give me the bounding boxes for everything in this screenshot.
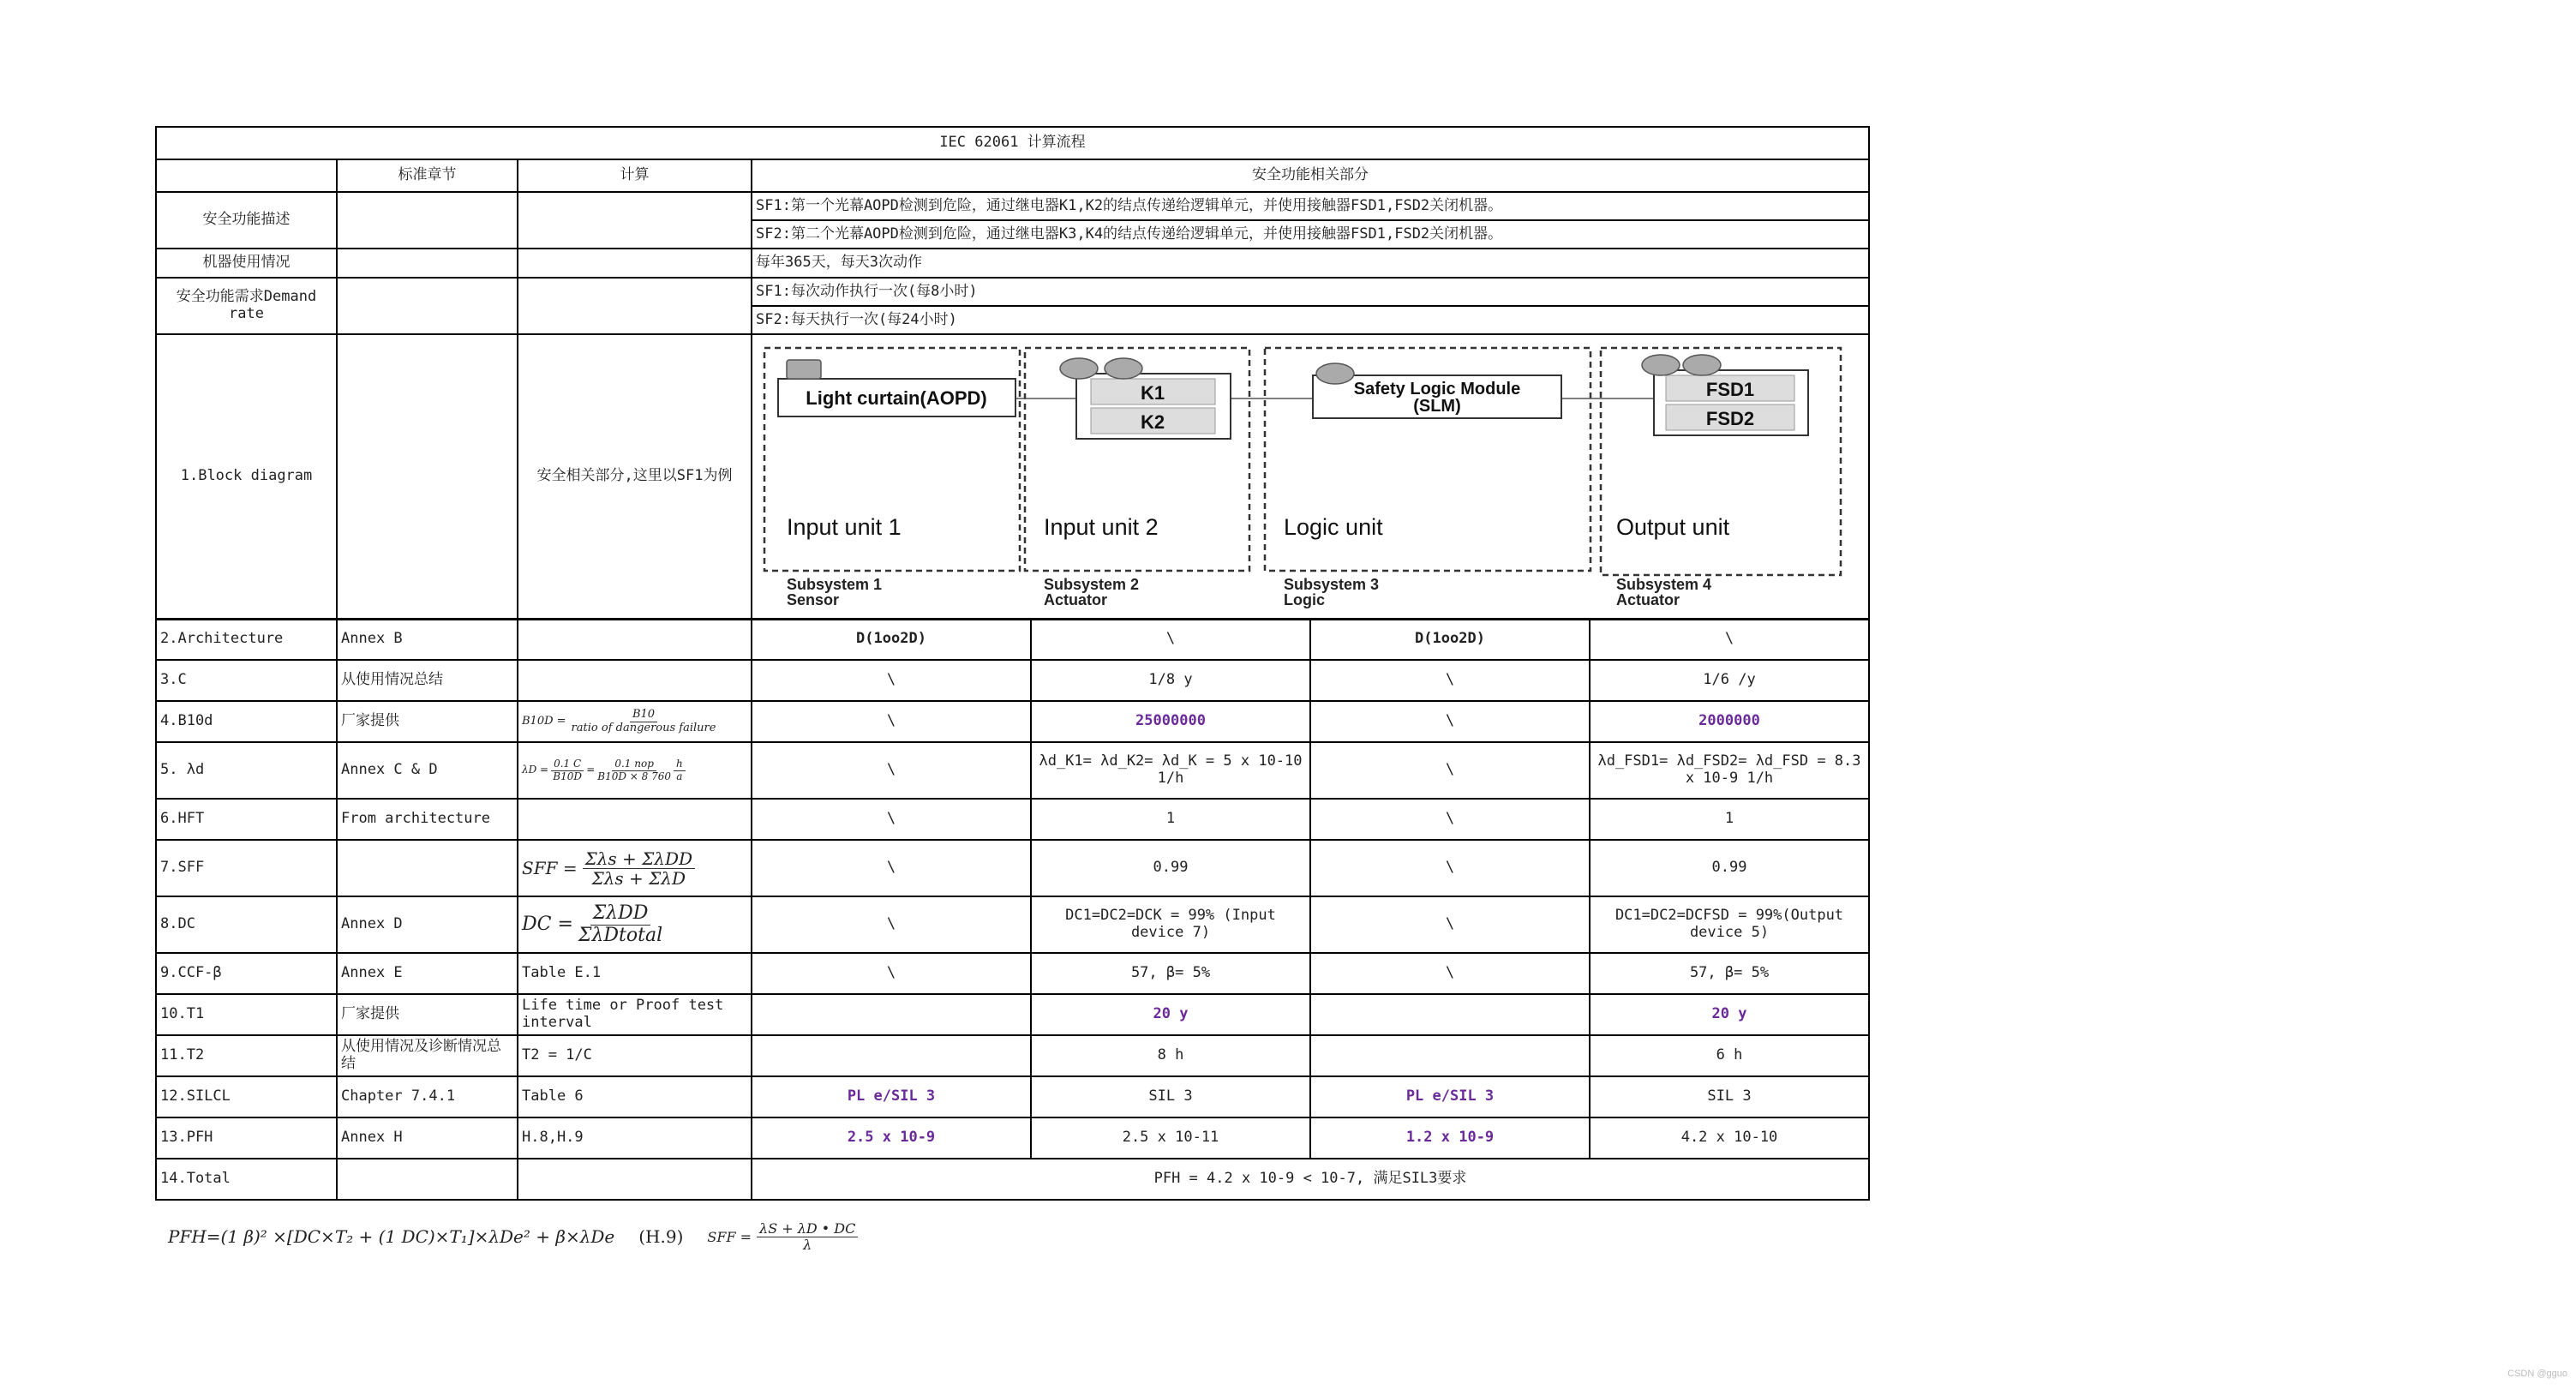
unit-label-2: Input unit 2 [1044,513,1159,540]
b10d-v4: 2000000 [1590,701,1869,742]
watermark: CSDN @gguo [2507,1369,2567,1379]
dc-v4: DC1=DC2=DCFSD = 99%(Output device 5) [1590,896,1869,953]
footer-formulas [168,1221,1153,1264]
demand-sf2: SF2:每天执行一次(每24小时) [752,306,1869,334]
pfh-calc: H.8,H.9 [518,1117,752,1159]
slm-icon [1316,363,1354,384]
row-label-t2: 11.T2 [156,1035,337,1076]
ccf-section: Annex E [337,953,518,994]
pfh-v1: 2.5 x 10-9 [752,1117,1031,1159]
footer-sff-num: λS + λD • DC [757,1221,858,1237]
empty-cell [518,619,752,660]
silcl-v3: PL e/SIL 3 [1310,1076,1590,1117]
empty-cell [518,799,752,840]
sff-lhs: SFF = [522,857,578,878]
subsystem-role-2: Actuator [1044,590,1108,608]
silcl-section: Chapter 7.4.1 [337,1076,518,1117]
b10d-v2: 25000000 [1031,701,1310,742]
c-v4: 1/6 /y [1590,660,1869,701]
dc-lhs: DC = [522,914,573,936]
pfh-v4: 4.2 x 10-10 [1590,1117,1869,1159]
subsystem-role-1: Sensor [787,590,840,608]
row-label-t1: 10.T1 [156,994,337,1035]
row-label-hft: 6.HFT [156,799,337,840]
t1-v4: 20 y [1590,994,1869,1035]
b10d-formula-num: B10 [630,709,657,722]
t2-section: 从使用情况及诊断情况总结 [337,1035,518,1076]
block-calc: 安全相关部分,这里以SF1为例 [518,334,752,619]
header-safety-part: 安全功能相关部分 [752,159,1869,192]
pfh-v3: 1.2 x 10-9 [1310,1117,1590,1159]
table-title: IEC 62061 计算流程 [156,127,1869,159]
ld-den1: B10D [553,770,583,782]
row-label-b10d: 4.B10d [156,701,337,742]
row-label-architecture: 2.Architecture [156,619,337,660]
block-diagram-svg [752,336,1869,617]
subsystem-label-1: Subsystem 1 [787,575,883,593]
row-label-demand: 安全功能需求Demand rate [156,278,337,334]
unit-label-4: Output unit [1616,513,1730,540]
iec62061-calc-table [155,126,1870,1201]
dc-den: ΣλDtotal [578,924,663,946]
dc-v1: \ [752,896,1031,953]
hft-section: From architecture [337,799,518,840]
header-calc: 计算 [518,159,752,192]
sff-den: Σλs + ΣλD [591,867,686,889]
row-label-usage: 机器使用情况 [156,249,337,278]
empty-cell [337,1159,518,1200]
silcl-v4: SIL 3 [1590,1076,1869,1117]
subsystem-label-2: Subsystem 2 [1044,575,1140,593]
lambda-d-section: Annex C & D [337,742,518,799]
dc-formula [518,896,752,953]
unit-label-3: Logic unit [1284,513,1383,540]
ccf-v4: 57, β= 5% [1590,953,1869,994]
architecture-section: Annex B [337,619,518,660]
row-label-dc: 8.DC [156,896,337,953]
row-label-c: 3.C [156,660,337,701]
hft-v4: 1 [1590,799,1869,840]
footer-sff-den: λ [803,1236,812,1253]
ld-unit-den: a [676,770,683,782]
b10d-formula-lhs: B10D = [522,714,566,728]
c-v2: 1/8 y [1031,660,1310,701]
empty-cell [337,249,518,278]
ccf-v1: \ [752,953,1031,994]
lambda-d-v1: \ [752,742,1031,799]
t2-v4: 6 h [1590,1035,1869,1076]
hft-v2: 1 [1031,799,1310,840]
demand-sf1: SF1:每次动作执行一次(每8小时) [752,278,1869,306]
lambda-d-v2: λd_K1= λd_K2= λd_K = 5 x 10-10 1/h [1031,742,1310,799]
sff-v4: 0.99 [1590,840,1869,896]
t2-calc: T2 = 1/C [518,1035,752,1076]
subsystem-role-3: Logic [1284,590,1325,608]
sff-v1: \ [752,840,1031,896]
architecture-v4: \ [1590,619,1869,660]
desc-sf2: SF2:第二个光幕AOPD检测到危险，通过继电器K3,K4的结点传递给逻辑单元，并使用接触器FSD1,FSD2关闭机器。 [752,220,1869,249]
empty-cell [518,249,752,278]
fsd1-label: FSD1 [1705,378,1755,400]
empty-cell [518,660,752,701]
ccf-v3: \ [1310,953,1590,994]
lambda-d-formula [518,742,752,799]
row-label-sff: 7.SFF [156,840,337,896]
pfh-v2: 2.5 x 10-11 [1031,1117,1310,1159]
silcl-v1: PL e/SIL 3 [752,1076,1031,1117]
row-label-desc: 安全功能描述 [156,192,337,249]
header-section: 标准章节 [337,159,518,192]
dc-v3: \ [1310,896,1590,953]
sff-v3: \ [1310,840,1590,896]
hft-v1: \ [752,799,1031,840]
silcl-v2: SIL 3 [1031,1076,1310,1117]
desc-sf1: SF1:第一个光幕AOPD检测到危险，通过继电器K1,K2的结点传递给逻辑单元，并使用接触器FSD1,FSD2关闭机器。 [752,192,1869,220]
header-blank [156,159,337,192]
fsd2-label: FSD2 [1705,407,1755,429]
b10d-v1: \ [752,701,1031,742]
row-label-ccf: 9.CCF-β [156,953,337,994]
row-label-total: 14.Total [156,1159,337,1200]
k1-label: K1 [1140,381,1165,404]
silcl-calc: Table 6 [518,1076,752,1117]
t2-v1 [752,1035,1031,1076]
empty-cell [518,1159,752,1200]
row-label-silcl: 12.SILCL [156,1076,337,1117]
sff-section [337,840,518,896]
dc-num: ΣλDD [590,903,651,925]
ld-unit-num: h [674,758,686,770]
c-v3: \ [1310,660,1590,701]
architecture-v1: D(1oo2D) [752,619,1031,660]
relay-icon [1060,358,1098,379]
t1-section: 厂家提供 [337,994,518,1035]
footer-pfh-formula: PFH=(1 β)² ×[DC×T₂ + (1 DC)×T₁]×λDe² + β×λDe [168,1226,615,1248]
b10d-section: 厂家提供 [337,701,518,742]
dc-v2: DC1=DC2=DCK = 99% (Input device 7) [1031,896,1310,953]
sff-formula [518,840,752,896]
ccf-v2: 57, β= 5% [1031,953,1310,994]
ld-num1: 0.1 C [551,758,584,770]
ld-num2: 0.1 nop [612,758,656,770]
row-label-pfh: 13.PFH [156,1117,337,1159]
pfh-section: Annex H [337,1117,518,1159]
subsystem-label-4: Subsystem 4 [1616,575,1712,593]
footer-sff-formula [707,1221,858,1252]
contactor-icon [1683,355,1721,375]
empty-cell [337,334,518,619]
t1-calc: Life time or Proof test interval [518,994,752,1035]
unit-label-1: Input unit 1 [787,513,902,540]
row-label-block: 1.Block diagram [156,334,337,619]
sff-num: Σλs + ΣλDD [583,849,695,869]
ld-lhs: λD = [522,764,549,776]
lambda-d-v3: \ [1310,742,1590,799]
c-section: 从使用情况总结 [337,660,518,701]
usage-value: 每年365天，每天3次动作 [752,249,1869,278]
empty-cell [518,278,752,334]
empty-cell [337,192,518,249]
ccf-calc: Table E.1 [518,953,752,994]
slm-label-1: Safety Logic Module [1353,379,1521,398]
slm-label-2: (SLM) [1413,396,1461,416]
relay-icon [1105,358,1142,379]
architecture-v3: D(1oo2D) [1310,619,1590,660]
empty-cell [518,192,752,249]
empty-cell [337,278,518,334]
b10d-formula-den: ratio of dangerous failure [571,721,716,734]
row-label-lambda-d: 5. λd [156,742,337,799]
subsystem-label-3: Subsystem 3 [1284,575,1380,593]
t1-v1 [752,994,1031,1035]
ld-den2: B10D × 8 760 [597,770,672,782]
b10d-v3: \ [1310,701,1590,742]
sff-v2: 0.99 [1031,840,1310,896]
footer-pfh-ref: (H.9) [638,1226,684,1248]
t2-v2: 8 h [1031,1035,1310,1076]
lambda-d-v4: λd_FSD1= λd_FSD2= λd_FSD = 8.3 x 10-9 1/h [1590,742,1869,799]
light-curtain-icon [787,360,821,379]
t1-v3 [1310,994,1590,1035]
dc-section: Annex D [337,896,518,953]
architecture-v2: \ [1031,619,1310,660]
hft-v3: \ [1310,799,1590,840]
contactor-icon [1642,355,1680,375]
footer-sff-lhs: SFF = [707,1228,752,1245]
c-v1: \ [752,660,1031,701]
b10d-formula [518,701,752,742]
subsystem-role-4: Actuator [1616,590,1680,608]
block-diagram [752,334,1869,619]
k2-label: K2 [1140,410,1165,433]
aopd-label: Light curtain(AOPD) [806,386,987,409]
ld-eq: = [586,764,596,776]
t1-v2: 20 y [1031,994,1310,1035]
total-value: PFH = 4.2 x 10-9 < 10-7, 满足SIL3要求 [752,1159,1869,1200]
t2-v3 [1310,1035,1590,1076]
